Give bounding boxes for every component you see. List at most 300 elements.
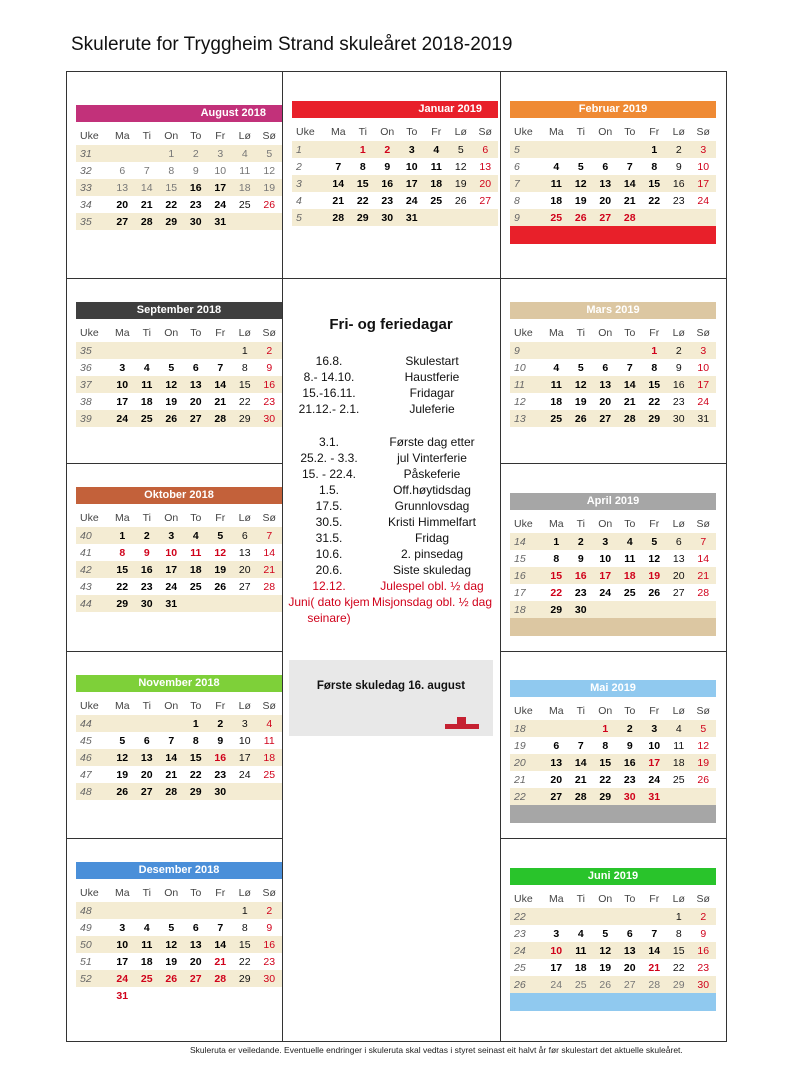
day-cell: 15	[238, 938, 251, 951]
day-cell: 24	[648, 773, 661, 786]
day-cell: 9	[626, 739, 633, 752]
day-cell: 5	[577, 160, 584, 173]
week-row	[510, 908, 716, 925]
day-cell: 28	[140, 215, 153, 228]
week-number: 18	[514, 722, 526, 735]
day-cell: 22	[648, 395, 661, 408]
day-cell: 10	[697, 160, 710, 173]
day-cell: 6	[626, 927, 633, 940]
week-number: 9	[514, 344, 520, 357]
week-row	[510, 410, 716, 427]
week-row	[292, 175, 498, 192]
weekday-label: On	[164, 700, 179, 712]
day-cell: 18	[140, 395, 153, 408]
day-cell: 29	[356, 211, 369, 224]
weekday-header	[76, 884, 282, 902]
day-cell: 25	[550, 211, 563, 224]
weekday-label: Uke	[80, 130, 99, 142]
day-cell: 3	[119, 361, 126, 374]
day-cell: 22	[599, 773, 612, 786]
day-cell: 13	[140, 751, 153, 764]
day-cell: 22	[672, 961, 685, 974]
week-number: 15	[514, 552, 526, 565]
holiday-date: 17.5.	[315, 499, 343, 513]
day-cell: 21	[648, 961, 661, 974]
weekday-label: On	[598, 705, 613, 717]
weekday-label: To	[190, 327, 202, 339]
day-cell: 8	[651, 160, 658, 173]
week-number: 14	[514, 535, 526, 548]
weekday-header	[510, 123, 716, 141]
day-cell: 1	[553, 535, 560, 548]
day-cell: 27	[599, 412, 612, 425]
week-number: 23	[514, 927, 526, 940]
weekday-label: Fr	[215, 887, 226, 899]
week-number: 22	[514, 790, 526, 803]
weekday-label: Fr	[215, 512, 226, 524]
weekday-label: To	[624, 705, 636, 717]
calendar-mai-2019	[510, 680, 716, 823]
weekday-label: Ma	[548, 518, 564, 530]
week-number: 18	[514, 603, 526, 616]
weekday-label: Fr	[215, 327, 226, 339]
day-cell: 23	[214, 768, 227, 781]
day-cell: 26	[574, 211, 587, 224]
day-cell: 17	[599, 569, 612, 582]
day-cell: 16	[672, 177, 685, 190]
week-row	[510, 567, 716, 584]
holiday-date: 16.8.	[315, 354, 343, 368]
day-cell: 5	[119, 734, 126, 747]
day-cell: 13	[672, 552, 685, 565]
day-cell: 6	[482, 143, 489, 156]
day-cell: 16	[697, 944, 710, 957]
weekday-label: Ti	[576, 518, 585, 530]
holiday-item	[288, 578, 494, 594]
week-row	[76, 145, 282, 162]
day-cell: 29	[672, 978, 685, 991]
day-cell: 16	[189, 181, 202, 194]
day-cell: 20	[116, 198, 129, 211]
day-cell: 4	[577, 927, 584, 940]
weekday-label: Ti	[576, 126, 585, 138]
day-cell: 7	[168, 734, 175, 747]
day-cell: 11	[190, 546, 202, 559]
day-cell: 21	[263, 563, 276, 576]
holiday-date: 8.- 14.10.	[303, 370, 355, 384]
day-cell: 24	[697, 395, 710, 408]
day-cell: 15	[648, 177, 661, 190]
weekday-label: Sø	[262, 887, 276, 899]
week-row	[510, 533, 716, 550]
day-cell: 2	[266, 344, 273, 357]
day-cell: 21	[165, 768, 178, 781]
first-day-box	[289, 660, 493, 736]
day-cell: 6	[143, 734, 150, 747]
day-cell: 19	[648, 569, 661, 582]
holiday-label: Skulestart	[405, 354, 459, 368]
day-cell: 9	[384, 160, 391, 173]
week-row	[76, 393, 282, 410]
day-cell: 11	[141, 938, 153, 951]
week-number: 26	[514, 978, 526, 991]
day-cell: 29	[165, 215, 178, 228]
day-cell: 25	[140, 412, 153, 425]
week-number: 50	[80, 938, 92, 951]
weekday-label: On	[164, 327, 179, 339]
week-row	[76, 595, 282, 612]
holiday-item	[288, 353, 494, 369]
day-cell: 27	[672, 586, 685, 599]
day-cell: 21	[140, 198, 153, 211]
day-cell: 21	[332, 194, 345, 207]
week-number: 43	[80, 580, 92, 593]
weekday-label: Sø	[696, 893, 710, 905]
week-number: 2	[296, 160, 302, 173]
day-cell: 1	[192, 717, 199, 730]
day-cell: 30	[672, 412, 685, 425]
day-cell: 6	[602, 160, 609, 173]
month-header: Mai 2019	[510, 680, 716, 697]
day-cell: 11	[141, 378, 153, 391]
holiday-label: Påskeferie	[403, 467, 461, 481]
week-number: 48	[80, 904, 92, 917]
day-cell: 28	[332, 211, 345, 224]
weekday-label: Ma	[114, 512, 130, 524]
weekday-header	[76, 127, 282, 145]
week-row	[510, 584, 716, 601]
day-cell: 22	[550, 586, 563, 599]
day-cell: 30	[574, 603, 587, 616]
weekday-header	[510, 324, 716, 342]
day-cell: 20	[189, 395, 202, 408]
day-cell: 31	[697, 412, 710, 425]
weekday-label: Uke	[514, 327, 533, 339]
day-cell: 2	[192, 147, 199, 160]
week-row	[510, 754, 716, 771]
day-cell: 8	[359, 160, 366, 173]
day-cell: 10	[165, 546, 178, 559]
week-row	[76, 902, 282, 919]
weekday-label: On	[598, 893, 613, 905]
day-cell: 2	[675, 344, 682, 357]
day-cell: 7	[626, 361, 633, 374]
weekday-label: Lø	[672, 705, 685, 717]
holiday-date: 3.1.	[318, 435, 339, 449]
day-cell: 10	[550, 944, 563, 957]
day-cell: 6	[553, 739, 560, 752]
week-row	[510, 342, 716, 359]
week-number: 39	[80, 412, 92, 425]
weekday-label: Ma	[114, 887, 130, 899]
day-cell: 15	[116, 563, 129, 576]
day-cell: 27	[550, 790, 563, 803]
day-cell: 17	[697, 378, 710, 391]
day-cell: 8	[241, 921, 248, 934]
week-number: 13	[514, 412, 526, 425]
month-header: Januar 2019	[292, 101, 498, 118]
week-row	[510, 393, 716, 410]
weekday-label: Fr	[649, 893, 660, 905]
divider	[66, 463, 282, 464]
day-cell: 15	[165, 181, 178, 194]
day-cell: 7	[577, 739, 584, 752]
weekday-label: Sø	[696, 705, 710, 717]
weekday-label: Sø	[262, 130, 276, 142]
week-number: 17	[514, 586, 526, 599]
day-cell: 16	[574, 569, 587, 582]
week-row	[510, 175, 716, 192]
day-cell: 16	[381, 177, 394, 190]
day-cell: 22	[116, 580, 129, 593]
day-cell: 14	[623, 378, 636, 391]
holiday-label: Off.høytidsdag	[393, 483, 471, 497]
weekday-label: Sø	[696, 327, 710, 339]
day-cell: 23	[672, 194, 685, 207]
week-number: 9	[514, 211, 520, 224]
day-cell: 29	[238, 972, 251, 985]
day-cell: 28	[697, 586, 710, 599]
day-cell: 23	[263, 955, 276, 968]
weekday-label: Fr	[649, 518, 660, 530]
day-cell: 2	[675, 143, 682, 156]
day-cell: 26	[454, 194, 467, 207]
day-cell: 28	[263, 580, 276, 593]
day-cell: 22	[165, 198, 178, 211]
day-cell: 16	[140, 563, 153, 576]
day-cell: 1	[359, 143, 366, 156]
week-row	[76, 970, 282, 987]
day-cell: 19	[116, 768, 129, 781]
weekday-label: Ma	[114, 327, 130, 339]
day-cell: 29	[189, 785, 202, 798]
day-cell: 9	[143, 546, 150, 559]
first-day-text: Første skuledag 16. august	[316, 680, 466, 692]
weekday-label: Ti	[142, 130, 151, 142]
day-cell: 26	[599, 978, 612, 991]
week-number: 4	[296, 194, 302, 207]
week-row	[510, 376, 716, 393]
week-row	[510, 976, 716, 993]
day-cell: 26	[574, 412, 587, 425]
holiday-item	[288, 401, 494, 417]
day-cell: 10	[405, 160, 418, 173]
weekday-label: Ti	[576, 893, 585, 905]
day-cell: 6	[675, 535, 682, 548]
day-cell: 27	[479, 194, 492, 207]
day-cell: 2	[577, 535, 584, 548]
weekday-label: Ma	[114, 700, 130, 712]
day-cell: 11	[673, 739, 685, 752]
day-cell: 31	[116, 989, 129, 1002]
day-cell: 30	[214, 785, 227, 798]
logo-mark-base	[445, 724, 479, 729]
holiday-date: 25.2. - 3.3.	[300, 451, 358, 465]
month-header: April 2019	[510, 493, 716, 510]
day-cell: 28	[574, 790, 587, 803]
calendar-august-2018	[76, 105, 282, 230]
day-cell: 15	[648, 378, 661, 391]
week-number: 51	[80, 955, 92, 968]
week-row	[76, 919, 282, 936]
week-row	[292, 141, 498, 158]
day-cell: 13	[479, 160, 492, 173]
day-cell: 7	[626, 160, 633, 173]
week-row	[76, 376, 282, 393]
day-cell: 12	[574, 177, 587, 190]
day-cell: 7	[266, 529, 273, 542]
day-cell: 23	[672, 395, 685, 408]
holiday-label: Fridagar	[409, 386, 455, 400]
day-cell: 23	[189, 198, 202, 211]
day-cell: 10	[599, 552, 612, 565]
day-cell: 17	[214, 181, 227, 194]
day-cell: 18	[238, 181, 251, 194]
day-cell: 12	[599, 944, 612, 957]
day-cell: 26	[165, 412, 178, 425]
day-cell: 24	[238, 768, 251, 781]
day-cell: 23	[381, 194, 394, 207]
weekday-label: Lø	[238, 327, 251, 339]
color-bar	[510, 618, 716, 636]
day-cell: 17	[165, 563, 178, 576]
weekday-label: Ti	[142, 512, 151, 524]
weekday-label: On	[598, 518, 613, 530]
weekday-label: Uke	[514, 518, 533, 530]
holiday-date: 20.6.	[315, 563, 343, 577]
holiday-item	[288, 369, 494, 385]
day-cell: 31	[648, 790, 661, 803]
day-cell: 13	[623, 944, 636, 957]
day-cell: 11	[624, 552, 636, 565]
day-cell: 24	[116, 972, 129, 985]
day-cell: 18	[263, 751, 276, 764]
day-cell: 11	[430, 160, 442, 173]
day-cell: 13	[189, 938, 202, 951]
day-cell: 13	[238, 546, 251, 559]
day-cell: 21	[623, 395, 636, 408]
weekday-label: Fr	[649, 126, 660, 138]
day-cell: 23	[574, 586, 587, 599]
week-row	[510, 925, 716, 942]
day-cell: 15	[238, 378, 251, 391]
weekday-label: Lø	[454, 126, 467, 138]
weekday-label: Lø	[672, 126, 685, 138]
week-row	[292, 192, 498, 209]
day-cell: 19	[599, 961, 612, 974]
day-cell: 9	[266, 921, 273, 934]
day-cell: 4	[266, 717, 273, 730]
day-cell: 7	[217, 921, 224, 934]
day-cell: 3	[651, 722, 658, 735]
divider	[66, 651, 282, 652]
weekday-label: Ti	[142, 700, 151, 712]
day-cell: 26	[214, 580, 227, 593]
day-cell: 26	[697, 773, 710, 786]
month-header: August 2018	[76, 105, 282, 122]
day-cell: 30	[263, 412, 276, 425]
holiday-item	[288, 498, 494, 514]
weekday-label: Sø	[696, 126, 710, 138]
day-cell: 17	[405, 177, 418, 190]
day-cell: 5	[700, 722, 707, 735]
week-number: 16	[514, 569, 526, 582]
holiday-date: 10.6.	[315, 547, 343, 561]
day-cell: 20	[479, 177, 492, 190]
day-cell: 8	[168, 164, 175, 177]
day-cell: 26	[165, 972, 178, 985]
weekday-label: Ma	[548, 705, 564, 717]
day-cell: 30	[623, 790, 636, 803]
day-cell: 9	[192, 164, 199, 177]
day-cell: 25	[430, 194, 443, 207]
week-row	[76, 410, 282, 427]
week-row	[510, 192, 716, 209]
day-cell: 19	[574, 395, 587, 408]
day-cell: 24	[697, 194, 710, 207]
weekday-label: Lø	[238, 887, 251, 899]
day-cell: 12	[263, 164, 276, 177]
day-cell: 1	[241, 904, 248, 917]
holiday-date: 12.12.	[312, 579, 346, 593]
holiday-item	[288, 562, 494, 578]
week-row	[76, 196, 282, 213]
week-number: 3	[296, 177, 302, 190]
day-cell: 20	[189, 955, 202, 968]
day-cell: 2	[217, 717, 224, 730]
day-cell: 14	[648, 944, 661, 957]
day-cell: 30	[263, 972, 276, 985]
week-row	[510, 359, 716, 376]
day-cell: 1	[168, 147, 175, 160]
day-cell: 17	[116, 955, 129, 968]
week-number: 40	[80, 529, 92, 542]
week-row	[76, 749, 282, 766]
holiday-label: Grunnlovsdag	[394, 499, 470, 513]
day-cell: 17	[116, 395, 129, 408]
day-cell: 12	[165, 938, 178, 951]
day-cell: 19	[165, 395, 178, 408]
weekday-label: Fr	[215, 700, 226, 712]
month-header: September 2018	[76, 302, 282, 319]
week-number: 19	[514, 739, 526, 752]
page-title: Skulerute for Tryggheim Strand skuleåret 2018-2019	[71, 34, 513, 55]
day-cell: 21	[697, 569, 710, 582]
week-number: 41	[80, 546, 92, 559]
day-cell: 9	[675, 160, 682, 173]
holiday-list	[288, 300, 494, 626]
weekday-label: To	[406, 126, 418, 138]
weekday-label: Uke	[514, 126, 533, 138]
weekday-label: Ma	[548, 893, 564, 905]
day-cell: 5	[266, 147, 273, 160]
day-cell: 18	[672, 756, 685, 769]
day-cell: 27	[140, 785, 153, 798]
weekday-label: To	[190, 130, 202, 142]
weekday-label: Fr	[431, 126, 442, 138]
footer-note: Skuleruta er veiledande. Eventuelle endringer i skuleruta skal vedtas i styret seinast eit halvt år før skulestart det aktuelle skuleåret.	[190, 1045, 683, 1055]
week-row	[76, 162, 282, 179]
day-cell: 25	[623, 586, 636, 599]
day-cell: 18	[430, 177, 443, 190]
month-header: Mars 2019	[510, 302, 716, 319]
day-cell: 5	[217, 529, 224, 542]
weekday-header	[510, 515, 716, 533]
day-cell: 11	[550, 177, 562, 190]
week-row	[510, 550, 716, 567]
weekday-label: Uke	[80, 700, 99, 712]
day-cell: 14	[623, 177, 636, 190]
